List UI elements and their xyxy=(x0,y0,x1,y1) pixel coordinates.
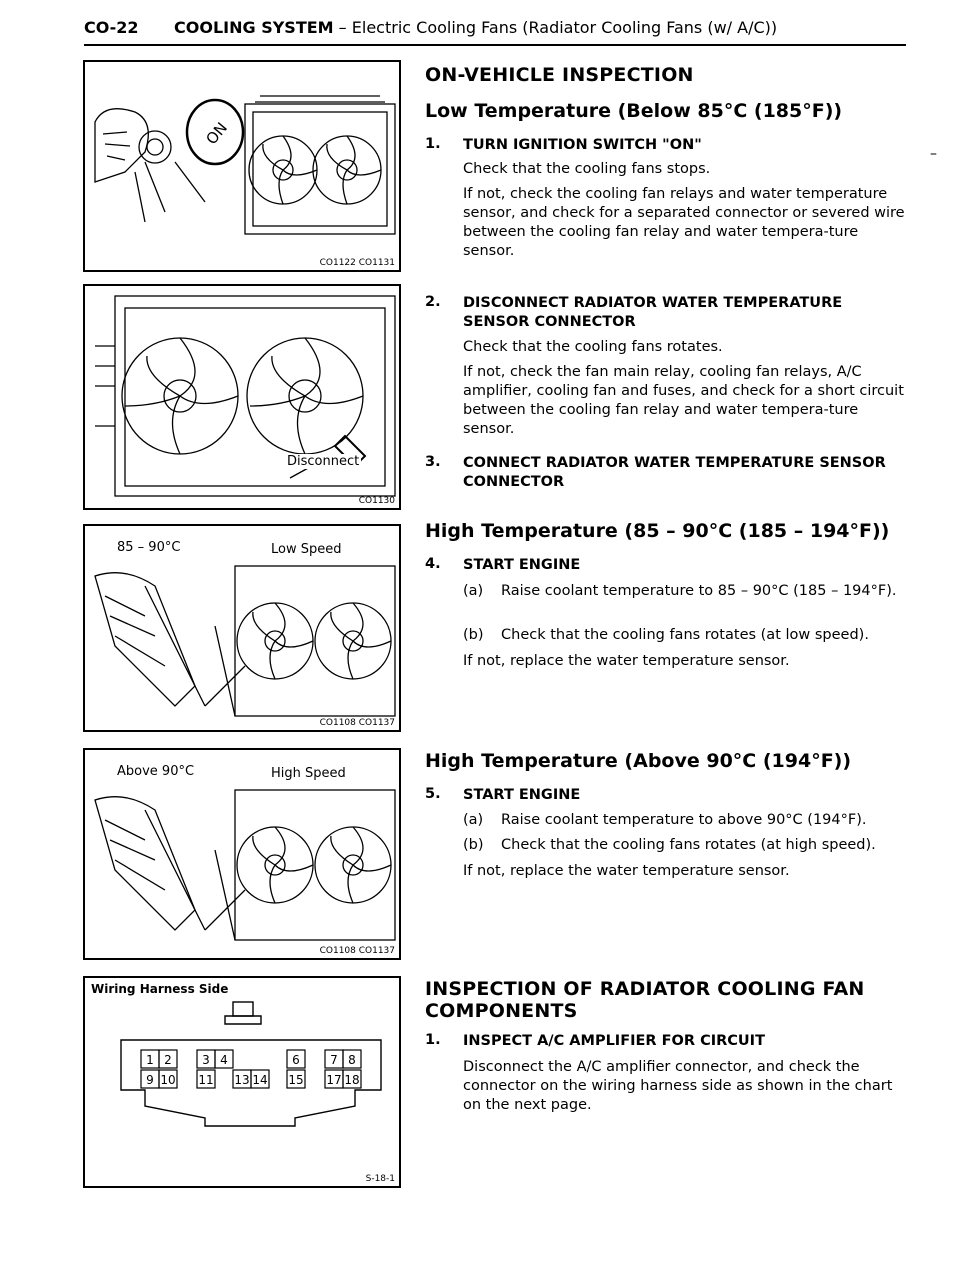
pin-label: 8 xyxy=(348,1053,356,1067)
pin-label: 10 xyxy=(160,1073,176,1087)
ignition-on-radiator-fans-illustration xyxy=(85,62,399,270)
step-title: DISCONNECT RADIATOR WATER TEMPERATURE SENSOR CONNECTOR xyxy=(463,295,843,330)
step-number: 3. xyxy=(425,454,441,470)
pin-label: 1 xyxy=(146,1053,154,1067)
pin-label: 15 xyxy=(288,1073,304,1087)
step-5-ifnot: If not, replace the water temperature sensor. xyxy=(463,863,790,879)
pin-label: 3 xyxy=(202,1053,210,1067)
pin-label: 7 xyxy=(330,1053,338,1067)
svg-text:ON: ON xyxy=(202,118,232,149)
figure-caption: CO1122 CO1131 xyxy=(319,258,395,268)
substep-label: (b) xyxy=(463,627,484,643)
step-title: CONNECT RADIATOR WATER TEMPERATURE SENSOR CONNECTOR xyxy=(463,455,886,490)
step-number: 1. xyxy=(425,1032,441,1048)
figure-temp-label: Above 90°C xyxy=(117,764,195,779)
pin-label: 17 xyxy=(326,1073,342,1087)
figure-label-disconnect: Disconnect xyxy=(287,454,360,469)
figure-speed-label: Low Speed xyxy=(271,542,342,557)
subsection-low-temp: Low Temperature (Below 85°C (185°F)) xyxy=(425,100,843,122)
pin-label: 6 xyxy=(292,1053,300,1067)
step-6-body: Disconnect the A/C amplifier connector, and check the connector on the wiring harness side as shown in the chart on the next page. xyxy=(463,1059,893,1113)
step-4-ifnot: If not, replace the water temperature sensor. xyxy=(463,653,790,669)
figure-ignition-on xyxy=(83,60,401,272)
substep-label: (a) xyxy=(463,583,484,599)
step-number: 1. xyxy=(425,136,441,152)
radiator-sensor-disconnect-illustration xyxy=(85,286,399,508)
figure-label-harness: Wiring Harness Side xyxy=(91,982,229,996)
substep-text: Raise coolant temperature to above 90°C (194°F). xyxy=(501,812,867,828)
step-title: INSPECT A/C AMPLIFIER FOR CIRCUIT xyxy=(463,1033,765,1049)
pin-label: 2 xyxy=(164,1053,172,1067)
subsection-high-temp-above-90: High Temperature (Above 90°C (194°F)) xyxy=(425,750,852,772)
pin-label: 18 xyxy=(344,1073,360,1087)
connector-pins xyxy=(141,1050,361,1088)
figure-caption: CO1108 CO1137 xyxy=(319,946,395,956)
step-1-ifnot: If not, check the cooling fan relays and water temperature sensor, and check for a separated connector or severed wire between the cooling fan relay and water tempera-ture sensor. xyxy=(463,186,905,259)
section-subtitle: – Electric Cooling Fans (Radiator Cooling Fans (w/ A/C)) xyxy=(333,18,778,37)
substep-text: Raise coolant temperature to 85 – 90°C (185 – 194°F). xyxy=(501,583,897,599)
fans-low-speed-illustration xyxy=(85,526,399,730)
figure-caption: CO1108 CO1137 xyxy=(319,718,395,728)
figure-caption: S-18-1 xyxy=(365,1174,395,1184)
step-title: START ENGINE xyxy=(463,787,581,803)
pin-label: 14 xyxy=(252,1073,268,1087)
step-number: 5. xyxy=(425,786,441,802)
substep-text: Check that the cooling fans rotates (at high speed). xyxy=(501,837,876,853)
figure-wiring-harness xyxy=(83,976,401,1188)
step-2-ifnot: If not, check the fan main relay, cooling fan relays, A/C amplifier, cooling fan and fuses, and check for a short circuit between the cooling fan relay and water tempera-ture sensor. xyxy=(463,364,904,437)
step-number: 4. xyxy=(425,556,441,572)
pin-label: 4 xyxy=(220,1053,228,1067)
section-name: COOLING SYSTEM xyxy=(174,18,334,37)
step-number: 2. xyxy=(425,294,441,310)
figure-caption: CO1130 xyxy=(358,496,395,506)
figure-temp-label: 85 – 90°C xyxy=(117,540,181,555)
figure-disconnect xyxy=(83,284,401,510)
margin-mark: – xyxy=(930,146,937,162)
connector-pinout-diagram xyxy=(85,978,399,1186)
fans-high-speed-illustration xyxy=(85,750,399,958)
header-rule xyxy=(84,44,906,46)
figure-speed-label: High Speed xyxy=(271,766,346,781)
step-title: START ENGINE xyxy=(463,557,581,573)
pin-label: 13 xyxy=(234,1073,250,1087)
step-2-check: Check that the cooling fans rotates. xyxy=(463,339,723,355)
page-title xyxy=(174,18,777,37)
substep-label: (b) xyxy=(463,837,484,853)
figure-low-speed xyxy=(83,524,401,732)
page-code: CO-22 xyxy=(84,18,139,37)
step-1-check: Check that the cooling fans stops. xyxy=(463,161,711,177)
section-title-components: INSPECTION OF RADIATOR COOLING FAN COMPONENTS xyxy=(425,978,865,1022)
pin-label: 11 xyxy=(198,1073,214,1087)
step-title: TURN IGNITION SWITCH "ON" xyxy=(463,137,702,153)
section-title-on-vehicle: ON-VEHICLE INSPECTION xyxy=(425,64,694,86)
subsection-high-temp-85-90: High Temperature (85 – 90°C (185 – 194°F)) xyxy=(425,520,890,542)
substep-text: Check that the cooling fans rotates (at low speed). xyxy=(501,627,869,643)
pin-label: 9 xyxy=(146,1073,154,1087)
substep-label: (a) xyxy=(463,812,484,828)
figure-high-speed xyxy=(83,748,401,960)
page-header xyxy=(84,18,904,46)
